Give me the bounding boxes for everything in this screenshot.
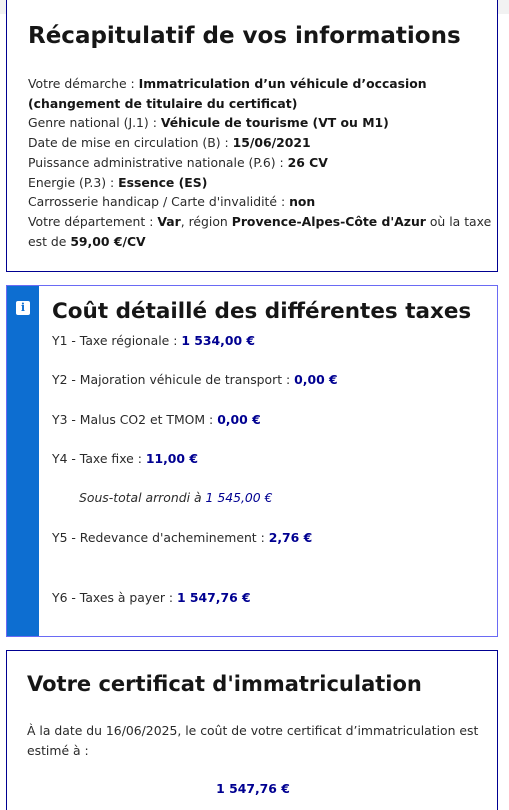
date-value: 15/06/2021 (232, 135, 311, 151)
tax-y6 (52, 590, 251, 606)
tax-y3 (52, 412, 261, 428)
date-label: Date de mise en circulation (B) : (28, 135, 233, 151)
subtotal-value: 1 545,00 € (205, 490, 273, 505)
tax-y4 (52, 451, 198, 467)
dept-value: Var (157, 213, 181, 229)
region-value: Provence-Alpes-Côte d'Azur (231, 213, 426, 229)
tax-y6-value: 1 547,76 € (176, 590, 251, 605)
tax-y4-value: 11,00 € (145, 451, 198, 466)
recap-title: Récapitulatif de vos informations (28, 23, 461, 49)
cost-detail-card (6, 285, 498, 637)
tax-y2 (52, 372, 338, 388)
info-icon: i (16, 301, 30, 315)
certificate-card (6, 650, 498, 810)
demarche-value: Immatriculation d’un véhicule d’occasion (changement de titulaire du certificat) (28, 76, 427, 111)
handicap-label: Carrosserie handicap / Carte d'invalidité : (28, 194, 290, 210)
dept-label: Votre département : (28, 213, 158, 229)
tax-y3-value: 0,00 € (217, 412, 261, 427)
genre-label: Genre national (J.1) : (28, 115, 161, 131)
handicap-value: non (289, 194, 316, 210)
puissance-value: 26 CV (287, 154, 328, 170)
recap-card (6, 0, 498, 272)
tax-y6-label: Y6 - Taxes à payer : (52, 590, 177, 605)
genre-value: Véhicule de tourisme (VT ou M1) (160, 115, 389, 131)
info-stripe (7, 286, 39, 636)
recap-details (28, 74, 498, 251)
tax-y1-value: 1 534,00 € (181, 333, 256, 348)
demarche-label: Votre démarche : (28, 76, 139, 91)
region-label: , région (180, 213, 232, 229)
certificate-title: Votre certificat d'immatriculation (27, 672, 422, 696)
tax-y5 (52, 530, 312, 546)
tax-y1-label: Y1 - Taxe régionale : (52, 333, 182, 348)
energie-label: Energie (P.3) : (28, 174, 119, 190)
tax-y5-value: 2,76 € (268, 530, 313, 545)
tax-y2-label: Y2 - Majoration véhicule de transport : (52, 372, 295, 387)
certificate-text: À la date du 16/06/2025, le coût de votre certificat d’immatriculation est estimé à : (27, 723, 479, 758)
cost-title: Coût détaillé des différentes taxes (52, 299, 472, 324)
taxe-value: 59,00 €/CV (70, 233, 146, 249)
tax-y1 (52, 333, 255, 349)
tax-y5-label: Y5 - Redevance d'acheminement : (52, 530, 269, 545)
certificate-total: 1 547,76 € (216, 781, 290, 796)
puissance-label: Puissance administrative nationale (P.6) : (28, 154, 288, 170)
tax-y3-label: Y3 - Malus CO2 et TMOM : (52, 412, 218, 427)
tax-y2-value: 0,00 € (294, 372, 338, 387)
energie-value: Essence (ES) (118, 174, 208, 190)
taxe-label: où la taxe est de (28, 213, 492, 249)
subtotal (79, 490, 273, 506)
subtotal-label: Sous-total arrondi à (79, 490, 206, 505)
tax-y4-label: Y4 - Taxe fixe : (52, 451, 146, 466)
